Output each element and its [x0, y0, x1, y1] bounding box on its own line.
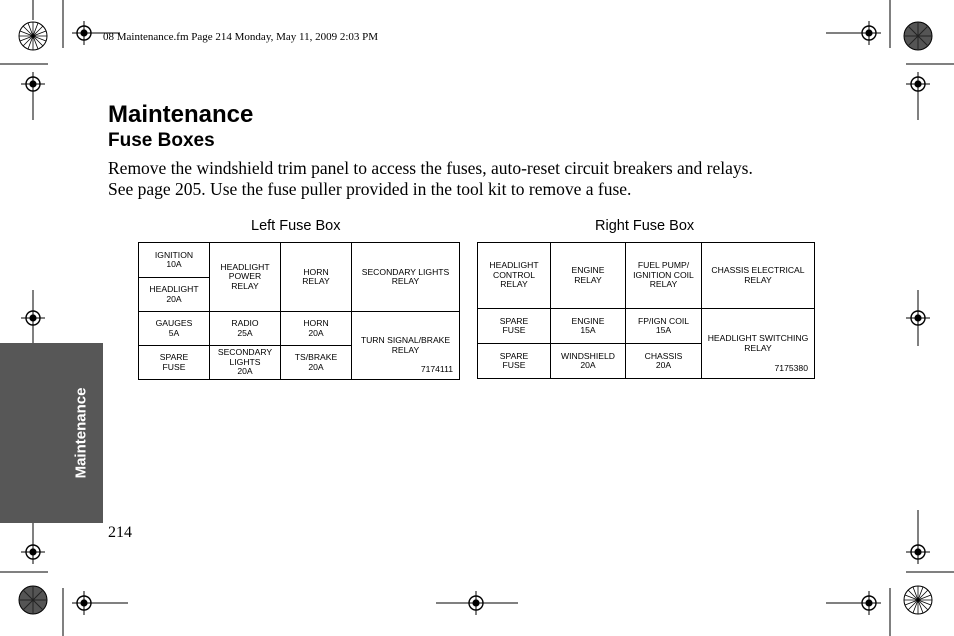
relay-chassis-electrical: CHASSIS ELECTRICAL RELAY [702, 243, 815, 309]
fuse-gauges: GAUGES 5A [139, 312, 210, 346]
relay-secondary-lights: SECONDARY LIGHTS RELAY [352, 243, 460, 312]
right-fuse-box [477, 242, 815, 379]
fuse-spare: SPARE FUSE [139, 346, 210, 380]
page-number: 214 [108, 524, 132, 541]
fuse-ts-brake: TS/BRAKE 20A [281, 346, 352, 380]
relay-fuel-pump: FUEL PUMP/ IGNITION COIL RELAY [626, 243, 702, 309]
relay-horn: HORN RELAY [281, 243, 352, 312]
relay-headlight-control: HEADLIGHT CONTROL RELAY [478, 243, 551, 309]
fuse-horn: HORN 20A [281, 312, 352, 346]
relay-turn-signal-brake [352, 312, 460, 380]
body-line-1: Remove the windshield trim panel to access the fuses, auto-reset circuit breakers and relays. [108, 158, 753, 178]
fuse-fp-ign-coil: FP/IGN COIL 15A [626, 309, 702, 344]
fuse-radio: RADIO 25A [210, 312, 281, 346]
body-line-2: See page 205. Use the fuse puller provided in the tool kit to remove a fuse. [108, 179, 632, 199]
section-title: Fuse Boxes [108, 130, 215, 151]
left-fuse-box-title: Left Fuse Box [251, 218, 341, 234]
fuse-ignition: IGNITION 10A [139, 243, 210, 278]
body-paragraph [108, 158, 838, 200]
right-fuse-box-title: Right Fuse Box [595, 218, 695, 234]
relay-engine: ENGINE RELAY [551, 243, 626, 309]
fuse-windshield: WINDSHIELD 20A [551, 344, 626, 379]
fuse-spare-2: SPARE FUSE [478, 344, 551, 379]
relay-headlight-switching [702, 309, 815, 379]
relay-headlight-switching-label: HEADLIGHT SWITCHING RELAY [707, 333, 809, 353]
relay-turn-signal-brake-label: TURN SIGNAL/BRAKE RELAY [360, 335, 451, 355]
right-box-part-code: 7175380 [774, 362, 808, 373]
fuse-spare-1: SPARE FUSE [478, 309, 551, 344]
fuse-secondary-lights: SECONDARY LIGHTS 20A [210, 346, 281, 380]
fuse-engine: ENGINE 15A [551, 309, 626, 344]
fuse-headlight: HEADLIGHT 20A [139, 278, 210, 312]
fuse-chassis: CHASSIS 20A [626, 344, 702, 379]
side-tab-label: Maintenance [72, 387, 90, 479]
page-title: Maintenance [108, 101, 254, 128]
left-fuse-box [138, 242, 460, 380]
file-header: 08 Maintenance.fm Page 214 Monday, May 11, 2009 2:03 PM [103, 31, 379, 43]
left-box-part-code: 7174111 [420, 363, 453, 374]
relay-headlight-power: HEADLIGHT POWER RELAY [210, 243, 281, 312]
